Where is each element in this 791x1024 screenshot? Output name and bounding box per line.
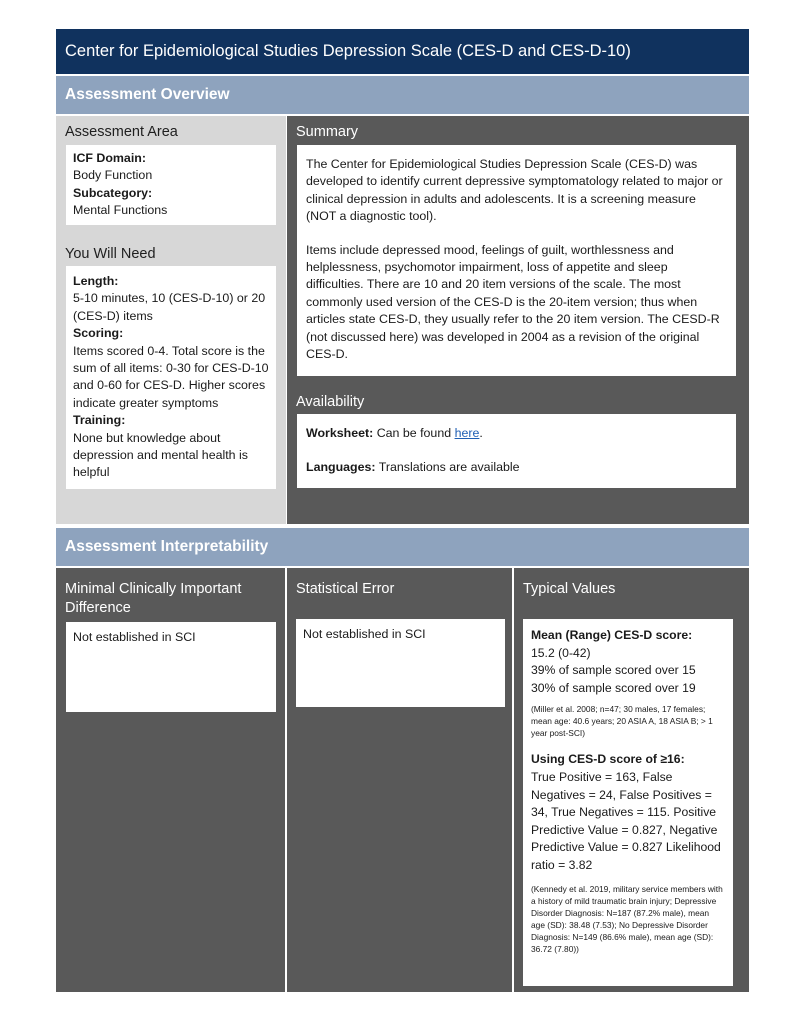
worksheet-label: Worksheet:	[306, 426, 374, 440]
miller-citation: (Miller et al. 2008; n=47; 30 males, 17 females; mean age: 40.6 years; 20 ASIA A, 18 ASIA B; > 1 year post-SCI)	[531, 704, 713, 739]
statistical-error-card	[296, 619, 505, 707]
icf-domain-label: ICF Domain:	[73, 151, 146, 165]
mcid-card	[66, 622, 276, 712]
typical-line-1: 15.2 (0-42)	[531, 645, 591, 660]
statistical-error-heading: Statistical Error	[296, 581, 395, 597]
worksheet-text: Can be found	[376, 426, 452, 440]
availability-card	[297, 414, 736, 488]
training-value: None but knowledge about depression and mental health is helpful	[73, 430, 248, 480]
availability-heading: Availability	[296, 394, 365, 410]
scoring-label: Scoring:	[73, 326, 124, 341]
you-will-need-heading: You Will Need	[65, 246, 156, 262]
cutoff-results: True Positive = 163, False Negatives = 24, False Positives = 34, True Negatives = 115. Positive Predictive Value = 0.827, Negative Predictive Value = 0.827 Likelihood ratio = 3.82	[531, 769, 721, 872]
assessment-area-heading: Assessment Area	[65, 124, 178, 140]
assessment-overview-header: Assessment Overview	[56, 76, 749, 114]
training-label: Training:	[73, 413, 126, 428]
summary-heading: Summary	[296, 124, 359, 140]
worksheet-end: .	[479, 426, 483, 440]
subcategory-label: Subcategory:	[73, 185, 153, 200]
typical-line-2: 39% of sample scored over 15	[531, 663, 696, 678]
worksheet-link[interactable]: here	[454, 426, 480, 440]
mcid-heading: Minimal Clinically Important Difference	[65, 581, 242, 616]
icf-domain-value: Body Function	[73, 168, 153, 183]
page-title: Center for Epidemiological Studies Depression Scale (CES-D and CES-D-10)	[56, 29, 749, 74]
subcategory-value: Mental Functions	[73, 203, 168, 218]
assessment-area-card	[66, 145, 276, 225]
mean-range-label: Mean (Range) CES-D score:	[531, 628, 693, 642]
summary-paragraph-1: The Center for Epidemiological Studies Depression Scale (CES-D) was developed to identify current depressive symptomatology related to major or clinical depression in adults and adolescents. It is a screening measure (NOT a diagnostic tool).	[306, 157, 723, 224]
assessment-interpretability-header: Assessment Interpretability	[56, 528, 749, 566]
typical-values-heading: Typical Values	[523, 581, 616, 597]
length-label: Length:	[73, 274, 119, 288]
languages-label: Languages:	[306, 460, 376, 475]
scoring-value: Items scored 0-4. Total score is the sum of all items: 0-30 for CES-D-10 and 0-60 for CES-D. Higher scores indicate greater symptoms	[73, 343, 269, 410]
length-value: 5-10 minutes, 10 (CES-D-10) or 20 (CES-D) items	[73, 291, 266, 323]
languages-text: Translations are available	[378, 460, 520, 475]
cutoff-label: Using CES-D score of ≥16:	[531, 752, 685, 767]
kennedy-citation: (Kennedy et al. 2019, military service members with a history of mild traumatic brain injury; Depressive Disorder Diagnosis: N=187 (87.2% male), mean age (SD): 38.48 (7.53); No Depressive Disorder Diagnosis: N=149 (86.6% male), mean age (SD): 36.72 (7.80))	[531, 883, 723, 954]
typical-line-3: 30% of sample scored over 19	[531, 680, 696, 695]
mcid-value: Not established in SCI	[73, 630, 196, 644]
you-will-need-card	[66, 266, 276, 489]
summary-paragraph-2: Items include depressed mood, feelings of guilt, worthlessness and helplessness, psychomotor impairment, loss of appetite and sleep difficulties. There are 10 and 20 item versions of the scale. The most commonly used version of the CES-D is the 20-item version; thus when articles state CES-D, they usually refer to the 20 item version. The CESD-R (not discussed here) was developed in 2004 as a revision of the original CES-D.	[306, 242, 720, 362]
summary-card	[297, 145, 736, 376]
statistical-error-value: Not established in SCI	[303, 627, 426, 641]
typical-values-card	[523, 619, 733, 986]
